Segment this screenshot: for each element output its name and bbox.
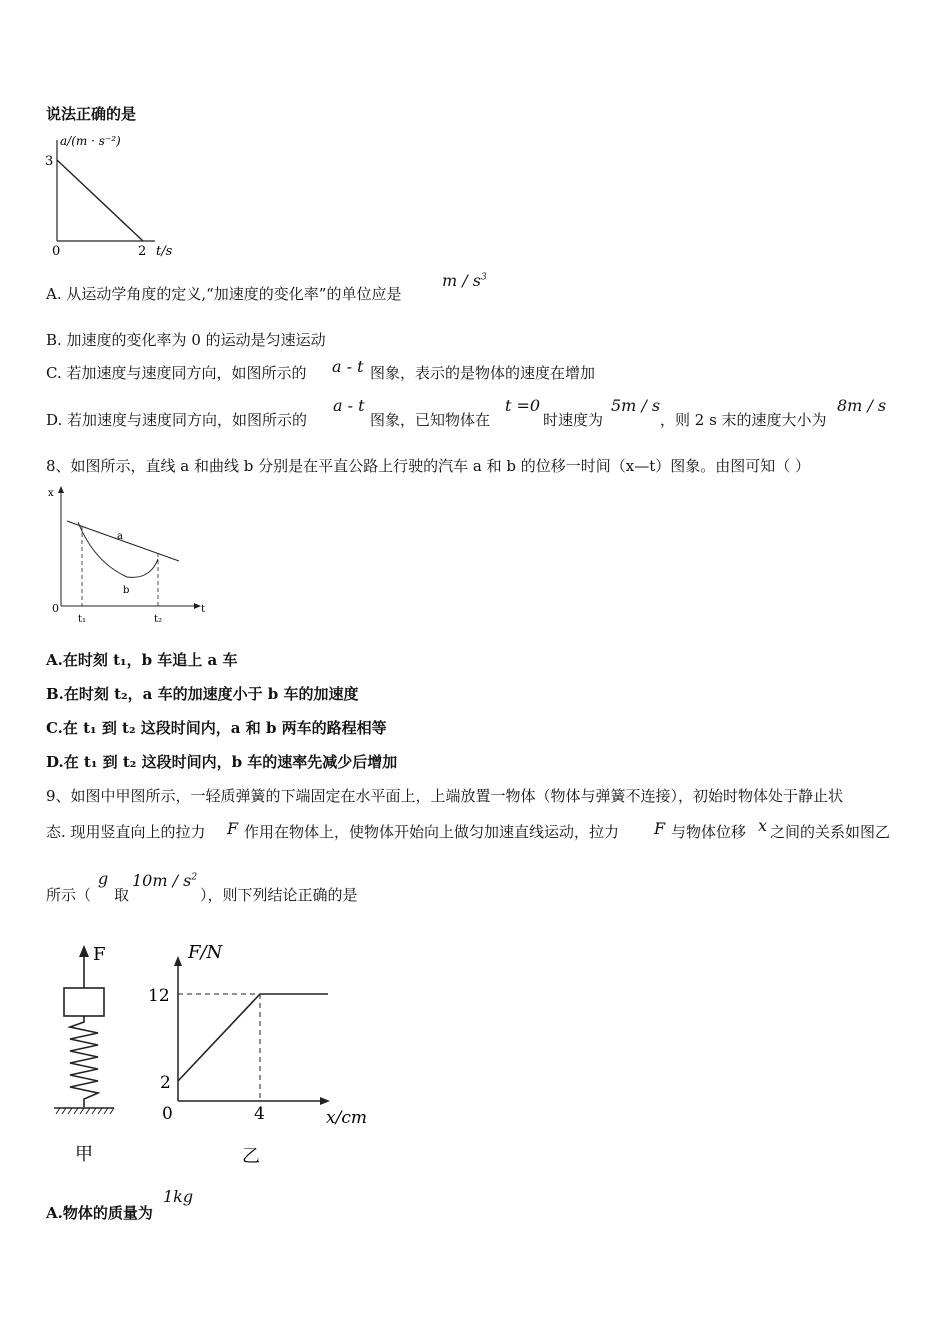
q9-stem-line2-pre: 态. 现用竖直向上的拉力 [46, 823, 206, 841]
q8-t2-label: t₂ [154, 614, 163, 625]
q8-option-b: B.在时刻 t₂，a 车的加速度小于 b 车的加速度 [46, 685, 359, 703]
q9-block [64, 988, 104, 1016]
q9-ground-hatch [56, 1108, 114, 1114]
q9-option-a-formula: 1kg [163, 1187, 194, 1206]
q7-option-d-formula-1: a - t [333, 396, 365, 415]
q9-fig-jia [48, 938, 133, 1168]
q8-x-t-graph [42, 482, 217, 627]
q8-option-c: C.在 t₁ 到 t₂ 这段时间内，a 和 b 两车的路程相等 [46, 719, 387, 737]
q9-yi-tick-4: 4 [254, 1104, 265, 1124]
q9-g-value [132, 871, 197, 890]
q8-t1-label: t₁ [78, 614, 87, 625]
q9-stem-line2-post: 之间的关系如图乙 [770, 823, 891, 841]
q7-option-a [46, 283, 401, 304]
q7-option-a-sup: 3 [480, 272, 487, 283]
q9-fig-yi-label: 乙 [242, 1146, 260, 1167]
q9-force-arrow-head [79, 945, 89, 957]
q7-y-label: a/(m · s⁻²) [60, 134, 121, 148]
q9-force-label: F [93, 944, 106, 965]
q8-option-a: A.在时刻 t₁，b 车追上 a 车 [46, 651, 238, 669]
q7-option-d-pre: D. 若加速度与速度同方向，如图所示的 [46, 411, 308, 429]
q8-option-d: D.在 t₁ 到 t₂ 这段时间内，b 车的速率先减少后增加 [46, 753, 398, 771]
q7-x-tick: 2 [138, 244, 147, 259]
q8-line-a [67, 521, 179, 561]
q7-option-a-text: A. 从运动学角度的定义,“加速度的变化率”的单位应是 [46, 285, 402, 303]
q7-a-line [57, 160, 143, 241]
q9-fig-yi [140, 935, 380, 1170]
q8-y-arrow [58, 486, 64, 493]
q9-yi-rising-line [178, 994, 260, 1081]
q7-option-d-formula-2: t =0 [505, 396, 541, 415]
q7-origin: 0 [52, 244, 61, 259]
q8-x-arrow [194, 603, 201, 609]
q8-origin: 0 [52, 602, 59, 615]
q7-option-c-formula: a - t [332, 357, 364, 376]
q9-fig-jia-label: 甲 [75, 1144, 93, 1165]
q9-var-F-1: F [227, 819, 239, 838]
q7-option-b: B. 加速度的变化率为 0 的运动是匀速运动 [46, 331, 326, 349]
q7-x-label: t/s [156, 244, 173, 259]
q8-stem: 8、如图所示，直线 a 和曲线 b 分别是在平直公路上行驶的汽车 a 和 b 的位移一时间（x—t）图象。由图可知（ ） [46, 457, 811, 475]
q7-option-c-post: 图象，表示的是物体的速度在增加 [370, 364, 596, 382]
q7-option-d-mid: 图象，已知物体在 [370, 411, 491, 429]
q7-option-d-formula-4: 8m / s [837, 396, 887, 415]
q9-yi-tick-12: 12 [148, 986, 170, 1006]
q9-yi-x-arrow [320, 1097, 330, 1105]
q9-g-unit: 10m / s [132, 871, 192, 890]
q8-y-label: x [48, 488, 54, 499]
q9-option-a-text: A.物体的质量为 [46, 1204, 153, 1222]
q9-yi-y-label: F/N [188, 942, 223, 963]
q9-yi-x-label: x/cm [326, 1108, 367, 1128]
q7-option-d-formula-3: 5m / s [611, 396, 661, 415]
q7-option-c-pre: C. 若加速度与速度同方向，如图所示的 [46, 364, 307, 382]
q8-a-label: a [117, 531, 123, 542]
q9-yi-origin: 0 [162, 1104, 173, 1124]
q9-var-g: g [98, 869, 109, 888]
q9-qu: 取 [114, 886, 130, 904]
q9-g-sup: 2 [191, 872, 198, 883]
q7-option-d-mid3: ，则 2 s 末的速度大小为 [660, 411, 827, 429]
q7-y-tick: 3 [45, 154, 54, 169]
q7-option-d-mid2: 时速度为 [543, 411, 604, 429]
q9-stem-line2-mid: 作用在物体上，使物体开始向上做匀加速直线运动，拉力 [244, 823, 620, 841]
q9-yi-tick-2: 2 [160, 1073, 171, 1093]
q9-stem-line3-post: ），则下列结论正确的是 [200, 886, 358, 904]
q7-option-a-unit: m / s [442, 271, 481, 290]
q9-spring [70, 1016, 98, 1107]
q9-stem-line2-mid2: 与物体位移 [671, 823, 747, 841]
q8-b-label: b [123, 585, 130, 596]
q8-x-label: t [201, 604, 206, 615]
q9-var-x: x [758, 816, 768, 835]
q9-stem-line3-pre: 所示（ [46, 886, 92, 904]
q7-a-t-graph [40, 128, 190, 263]
q9-var-F-2: F [654, 819, 666, 838]
q9-yi-y-arrow [174, 956, 182, 966]
q7-option-a-formula [442, 271, 487, 290]
q7-stem-tail: 说法正确的是 [46, 105, 137, 123]
q9-stem-line1: 9、如图中甲图所示，一轻质弹簧的下端固定在水平面上，上端放置一物体（物体与弹簧不连接），初始时物体处于静止状 [46, 787, 844, 805]
